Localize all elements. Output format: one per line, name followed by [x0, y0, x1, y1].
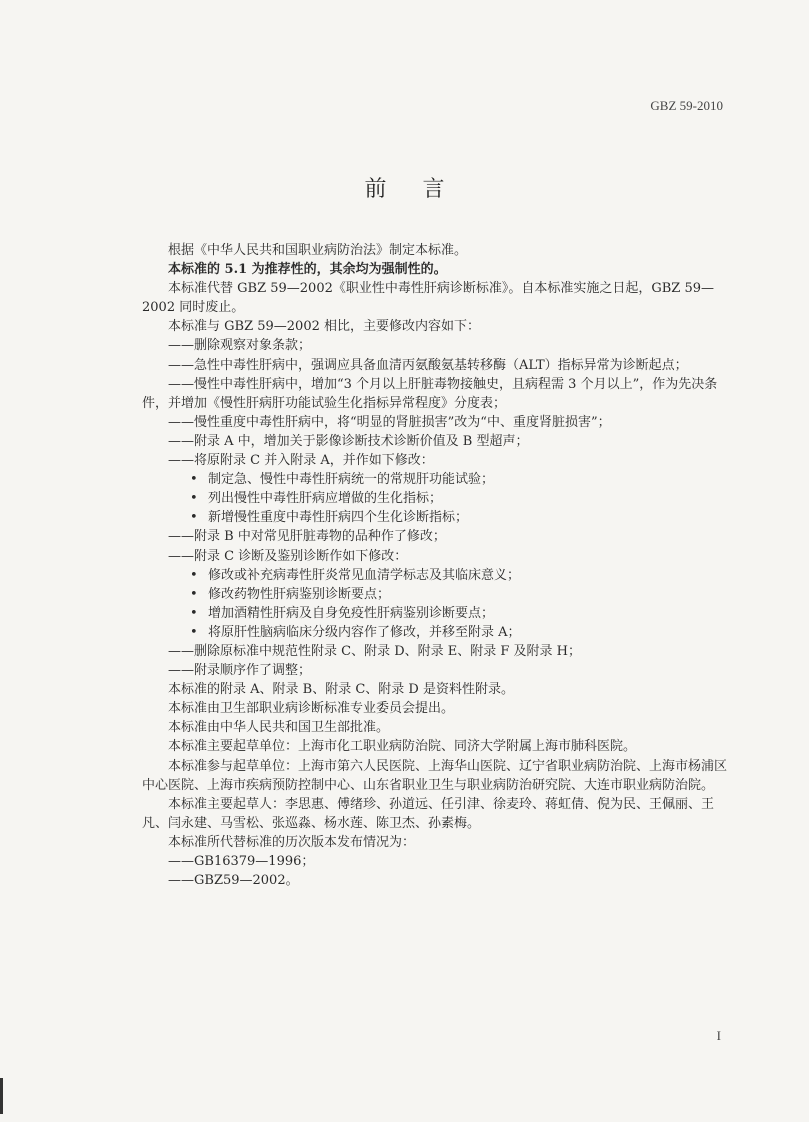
bullet-text: 修改或补充病毒性肝炎常见血清学标志及其临床意义；	[208, 567, 521, 583]
bullet-icon: •	[190, 586, 198, 602]
bullet-item	[142, 585, 730, 604]
paragraph: 本标准的 5.1 为推荐性的，其余均为强制性的。	[168, 262, 447, 278]
paragraph: 本标准由卫生部职业病诊断标准专业委员会提出。	[168, 701, 455, 717]
paragraph: 本标准所代替标准的历次版本发布情况为：	[168, 834, 416, 850]
paragraph: ——附录 C 诊断及鉴别诊断作如下修改：	[168, 548, 408, 564]
page-number: I	[716, 1028, 721, 1043]
paragraph: 本标准代替 GBZ 59—2002《职业性中毒性肝病诊断标准》。自本标准实施之日起，GBZ 59—2002 同时废止。	[142, 281, 715, 316]
bullet-item	[142, 489, 730, 508]
paragraph: 本标准与 GBZ 59—2002 相比，主要修改内容如下：	[168, 319, 480, 335]
bullet-text: 列出慢性中毒性肝病应增做的生化指标；	[208, 491, 443, 507]
paragraph: 本标准主要起草人：李思惠、傅绪珍、孙道远、任引津、徐麦玲、蒋虹倩、倪为民、王佩丽、王凡、闫永建、马雪松、张巡淼、杨水莲、陈卫杰、孙素梅。	[142, 796, 715, 831]
bullet-text: 新增慢性重度中毒性肝病四个生化诊断指标；	[208, 510, 469, 526]
paragraph: 本标准由中华人民共和国卫生部批准。	[168, 720, 390, 736]
paragraph: 本标准的附录 A、附录 B、附录 C、附录 D 是资料性附录。	[168, 682, 514, 698]
bullet-icon: •	[190, 472, 198, 488]
paragraph: ——附录 B 中对常见肝脏毒物的品种作了修改；	[168, 529, 446, 545]
paragraph: ——将原附录 C 并入附录 A，并作如下修改：	[168, 453, 434, 469]
bullet-item	[142, 508, 730, 527]
bullet-text: 增加酒精性肝病及自身免疫性肝病鉴别诊断要点；	[208, 605, 495, 621]
paragraph: ——删除观察对象条款；	[168, 338, 312, 354]
bullet-item	[142, 566, 730, 585]
bullet-icon: •	[190, 491, 198, 507]
paragraph: ——附录 A 中，增加关于影像诊断技术诊断价值及 B 型超声；	[168, 433, 529, 449]
paragraph: ——删除原标准中规范性附录 C、附录 D、附录 E、附录 F 及附录 H；	[168, 643, 582, 659]
bullet-text: 制定急、慢性中毒性肝病统一的常规肝功能试验；	[208, 472, 495, 488]
paragraph: ——GBZ59—2002。	[168, 873, 299, 889]
paragraph: 本标准参与起草单位：上海市第六人民医院、上海华山医院、辽宁省职业病防治院、上海市杨浦区中心医院、上海市疾病预防控制中心、山东省职业卫生与职业病防治研究院、大连市职业病防治院。	[142, 758, 728, 793]
bullet-icon: •	[190, 510, 198, 526]
bullet-item	[142, 470, 730, 489]
scan-edge-mark	[0, 1078, 3, 1114]
paragraph: ——附录顺序作了调整；	[168, 663, 312, 679]
paragraph: 根据《中华人民共和国职业病防治法》制定本标准。	[168, 243, 468, 258]
paragraph: ——慢性重度中毒性肝病中，将“明显的肾脏损害”改为“中、重度肾脏损害”；	[168, 414, 611, 430]
document-body	[142, 241, 730, 890]
paragraph: ——GB16379—1996；	[168, 854, 315, 869]
paragraph: ——急性中毒性肝病中，强调应具备血清丙氨酸氨基转移酶（ALT）指标异常为诊断起点；	[168, 357, 688, 373]
bullet-text: 将原肝性脑病临床分级内容作了修改，并移至附录 A；	[208, 624, 521, 640]
bullet-item	[142, 604, 730, 623]
page-title-part2: 言	[422, 177, 445, 202]
bullet-text: 修改药物性肝病鉴别诊断要点；	[208, 586, 391, 602]
page-title	[0, 172, 809, 203]
bullet-icon: •	[190, 567, 198, 583]
bullet-icon: •	[190, 605, 198, 621]
bullet-item	[142, 623, 730, 642]
paragraph: ——慢性中毒性肝病中，增加“3 个月以上肝脏毒物接触史，且病程需 3 个月以上”，作为先决条件，并增加《慢性肝病肝功能试验生化指标异常程度》分度表；	[142, 376, 718, 411]
bullet-icon: •	[190, 624, 198, 640]
standard-code: GBZ 59-2010	[650, 98, 723, 113]
paragraph: 本标准主要起草单位：上海市化工职业病防治院、同济大学附属上海市肺科医院。	[168, 739, 637, 755]
page-title-part1: 前	[364, 177, 387, 202]
